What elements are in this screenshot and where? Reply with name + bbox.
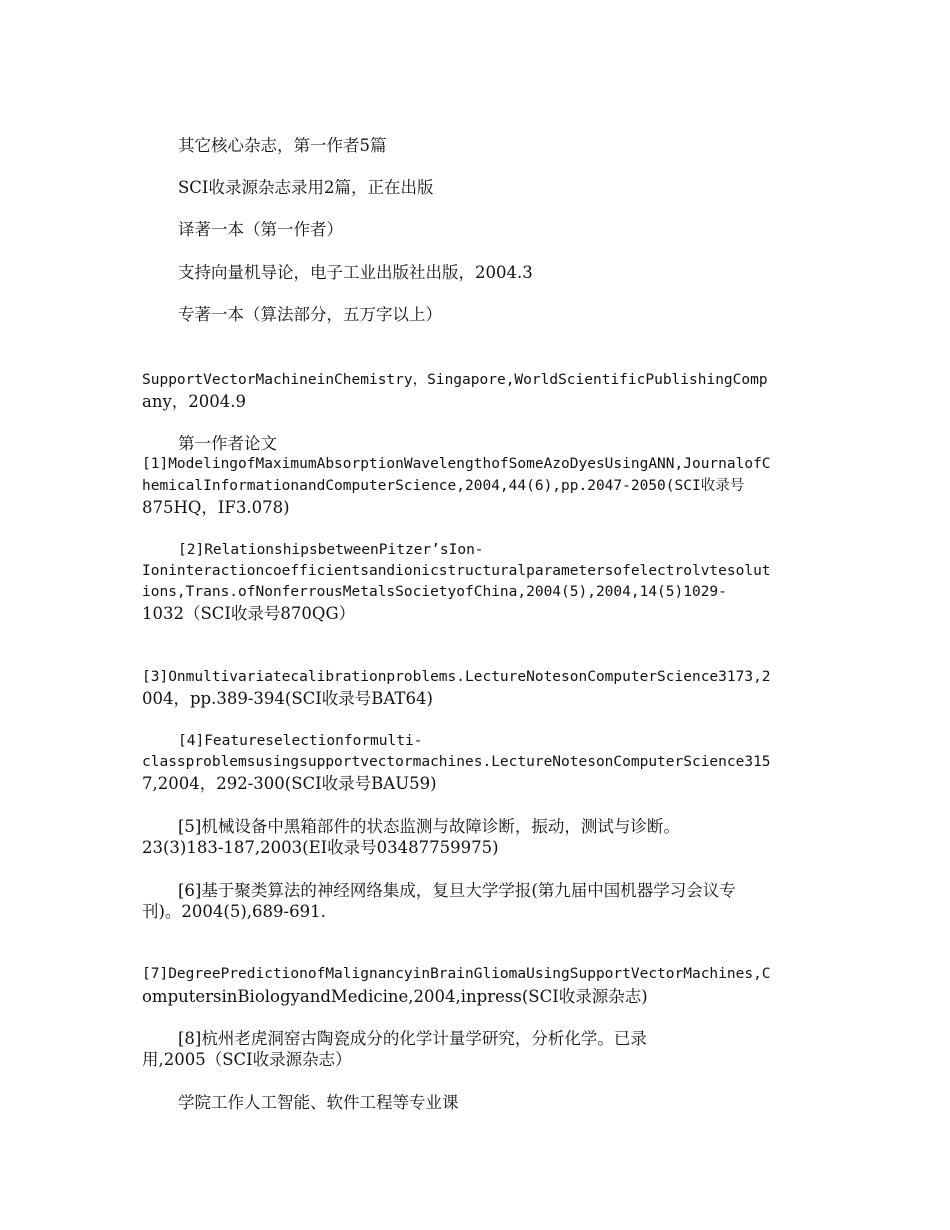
section-heading: 第一作者论文 <box>178 434 277 453</box>
text-line: 专著一本（算法部分，五万字以上） <box>178 305 442 324</box>
text-line: Ioninteractioncoefficientsandionicstructuralparametersofelectrolvtesolut <box>142 563 771 579</box>
text-line: classproblemsusingsupportvectormachines.LectureNotesonComputerScience315 <box>142 754 771 770</box>
text-line: 7,2004，292-300(SCI收录号BAU59) <box>142 774 437 793</box>
text-line: 学院工作人工智能、软件工程等专业课 <box>178 1093 459 1112</box>
text-line: hemicalInformationandComputerScience,2004,44(6),pp.2047-2050(SCI收录号 <box>142 478 745 494</box>
text-line: [3]Onmultivariatecalibrationproblems.LectureNotesonComputerScience3173,2 <box>142 669 771 685</box>
text-line: [5]机械设备中黑箱部件的状态监测与故障诊断，振动，测试与诊断。 <box>178 817 680 836</box>
text-line: 1032（SCI收录号870QG） <box>142 604 356 623</box>
text-line: 刊)。2004(5),689-691. <box>142 902 326 921</box>
text-line: [4]Featureselectionformulti- <box>178 733 423 749</box>
text-line: 875HQ，IF3.078) <box>142 498 290 517</box>
text-line: SupportVectorMachineinChemistry，Singapore,WorldScientificPublishingComp <box>142 372 768 388</box>
text-line: [7]DegreePredictionofMalignancyinBrainGliomaUsingSupportVectorMachines,C <box>142 966 771 982</box>
text-line: any，2004.9 <box>142 392 247 411</box>
text-line: [6]基于聚类算法的神经网络集成，复旦大学学报(第九届中国机器学习会议专 <box>178 881 736 900</box>
text-line: 用,2005（SCI收录源杂志） <box>142 1050 352 1069</box>
text-line: 23(3)183-187,2003(EI收录号03487759975) <box>142 838 499 857</box>
text-line: ions,Trans.ofNonferrousMetalsSocietyofChina,2004(5),2004,14(5)1029- <box>142 584 727 600</box>
text-line: SCI收录源杂志录用2篇，正在出版 <box>178 178 434 197</box>
text-line: 支持向量机导论，电子工业出版社出版，2004.3 <box>178 263 533 282</box>
text-line: 004，pp.389-394(SCI收录号BAT64) <box>142 689 433 708</box>
text-line: [1]ModelingofMaximumAbsorptionWavelengthofSomeAzoDyesUsingANN,JournalofC <box>142 456 771 472</box>
text-line: [2]RelationshipsbetweenPitzer’sIon- <box>178 542 484 558</box>
text-line: 其它核心杂志，第一作者5篇 <box>178 136 387 155</box>
text-line: omputersinBiologyandMedicine,2004,inpress(SCI收录源杂志) <box>142 987 648 1006</box>
text-line: 译著一本（第一作者） <box>178 220 343 239</box>
text-line: [8]杭州老虎洞窑古陶瓷成分的化学计量学研究，分析化学。已录 <box>178 1029 647 1048</box>
